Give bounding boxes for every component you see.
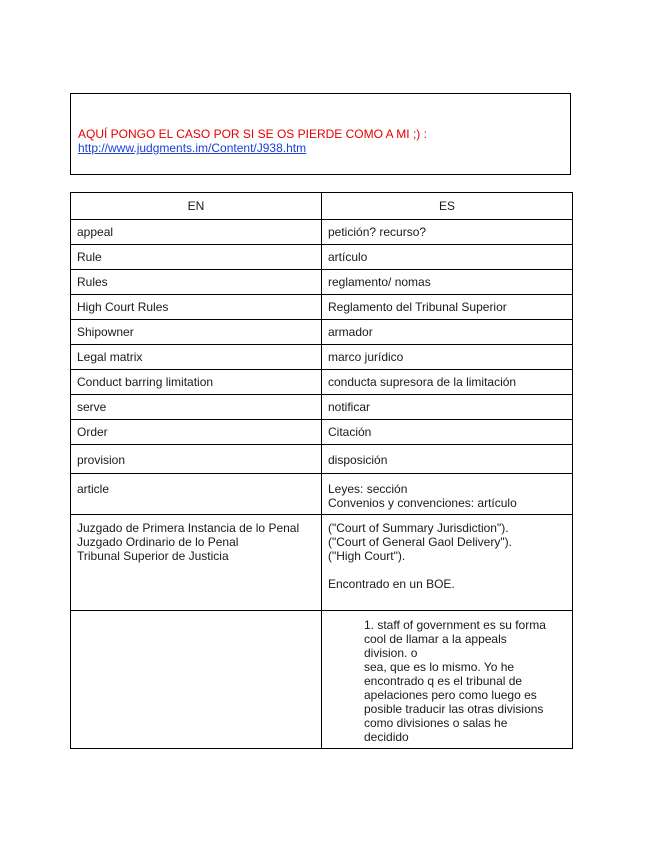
cell-en: article: [71, 474, 322, 515]
table-row: [71, 395, 573, 420]
note-line: como divisiones o salas he decidido: [364, 716, 508, 744]
table-row: [71, 270, 573, 295]
cell-en: [71, 515, 322, 611]
cell-es: artículo: [322, 245, 573, 270]
cell-en: Shipowner: [71, 320, 322, 345]
cell-en: Order: [71, 420, 322, 445]
case-link[interactable]: http://www.judgments.im/Content/J938.htm: [78, 141, 307, 155]
cell-en: High Court Rules: [71, 295, 322, 320]
table-row-notes: [71, 611, 573, 749]
cell-en: Conduct barring limitation: [71, 370, 322, 395]
table-row: [71, 445, 573, 474]
case-note-box: [70, 93, 571, 175]
cell-es: disposición: [322, 445, 573, 474]
note-line: encontrado q es el tribunal de: [364, 674, 523, 688]
cell-en: serve: [71, 395, 322, 420]
note-line: 1. staff of government es su forma: [364, 618, 546, 632]
table-row: [71, 220, 573, 245]
cell-en: appeal: [71, 220, 322, 245]
cell-en: Rule: [71, 245, 322, 270]
header-es: ES: [322, 193, 573, 220]
case-note-text: AQUÍ PONGO EL CASO POR SI SE OS PIERDE COMO A MI ;) :: [78, 127, 427, 141]
cell-es-line: Leyes: sección: [328, 482, 408, 496]
court-translation: ("High Court").: [328, 549, 406, 563]
cell-es: petición? recurso?: [322, 220, 573, 245]
cell-es: [322, 515, 573, 611]
table-row: [71, 420, 573, 445]
header-en: EN: [71, 193, 322, 220]
cell-es: Citación: [322, 420, 573, 445]
cell-es: [322, 474, 573, 515]
table-row-courts: [71, 515, 573, 611]
court-name: Juzgado Ordinario de lo Penal: [77, 535, 239, 549]
court-translation: ("Court of General Gaol Delivery").: [328, 535, 512, 549]
table-row: [71, 245, 573, 270]
glossary-table: [70, 192, 573, 749]
table-row: [71, 295, 573, 320]
cell-en: Rules: [71, 270, 322, 295]
cell-es: Reglamento del Tribunal Superior: [322, 295, 573, 320]
cell-es: marco jurídico: [322, 345, 573, 370]
court-translation: ("Court of Summary Jurisdiction").: [328, 521, 509, 535]
note-line: cool de llamar a la appeals division. o: [364, 632, 507, 660]
court-name: Tribunal Superior de Justicia: [77, 549, 229, 563]
note-line: posible traducir las otras divisions: [364, 702, 544, 716]
cell-es-line: Convenios y convenciones: artículo: [328, 496, 517, 510]
table-row-article: [71, 474, 573, 515]
cell-es: reglamento/ nomas: [322, 270, 573, 295]
table-row: [71, 370, 573, 395]
table-header-row: [71, 193, 573, 220]
cell-en: provision: [71, 445, 322, 474]
table-row: [71, 345, 573, 370]
spacer: [328, 563, 566, 577]
cell-es: notificar: [322, 395, 573, 420]
cell-en-empty: [71, 611, 322, 749]
cell-es: [322, 611, 573, 749]
note-line: apelaciones pero como luego es: [364, 688, 537, 702]
cell-es: conducta supresora de la limitación: [322, 370, 573, 395]
cell-en: Legal matrix: [71, 345, 322, 370]
note-line: sea, que es lo mismo. Yo he: [364, 660, 515, 674]
cell-es: armador: [322, 320, 573, 345]
source-note: Encontrado en un BOE.: [328, 577, 455, 591]
table-row: [71, 320, 573, 345]
court-name: Juzgado de Primera Instancia de lo Penal: [77, 521, 300, 535]
